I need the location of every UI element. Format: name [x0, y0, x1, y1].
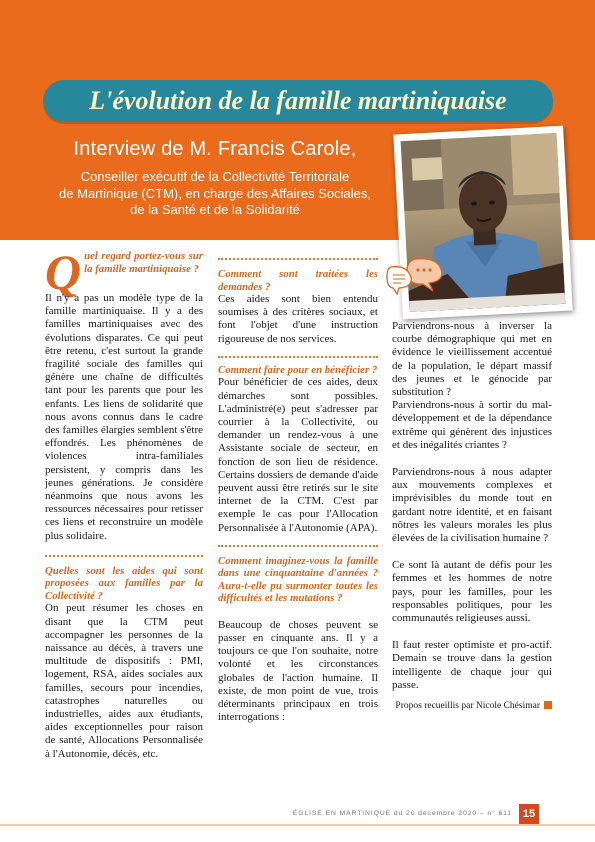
paragraph: Parviendrons-nous à nous adapter aux mouvements complexes et imprévisibles du monde tout en gardant notre identité, et en faisant nôtres les valeurs morales les plus élevées de la civilisation humaine ?	[392, 466, 552, 545]
subtitle-line: Conseiller exécutif de la Collectivité Territoriale	[80, 169, 350, 184]
paragraph: Ce sont là autant de défis pour les femmes et les hommes de notre pays, pour les familles, pour les responsables politiques, pour les communautés religieuses aussi.	[392, 559, 552, 625]
question-text: uel regard portez-vous sur la famille martiniquaise ?	[84, 250, 203, 275]
subtitle-line: de la Santé et de la Solidarité	[130, 202, 300, 217]
article-column-2	[218, 258, 378, 724]
section-divider	[218, 356, 378, 358]
question-5: Comment imaginez-vous la famille dans une cinquantaine d'années ? Aura-t-elle pu surmonter toutes les difficultés et les mutations ?	[218, 554, 378, 605]
article-column-3	[392, 320, 552, 713]
question-2: Quelles sont les aides qui sont proposées aux familles par la Collectivité ?	[45, 564, 203, 602]
section-divider	[45, 555, 203, 557]
question-3: Comment sont traitées les demandes ?	[218, 268, 378, 293]
end-mark-icon	[544, 701, 552, 709]
answer-1: Il n'y a pas un modèle type de la famille martiniquaise. Il y a des familles martiniquaises avec des évolutions disparates. Ce qui peut être retenu, c'est surtout la grande fragilité sociale des familles qui génère une chaîne de difficultés tant pour les parents que pour les enfants. Les liens de solidarité que nous avons connus dans le cadre des familles élargies semblent s'être effondrés. Les phénomènes de violences intra-familiales persistent, y compris dans les jeunes générations. Je considère néanmoins que nous avons les ressources nécessaires pour retisser ces liens et reconstruire un modèle plus solidaire.	[45, 292, 203, 542]
answer-2: On peut résumer les choses en disant que la CTM peut accompagner les personnes de la naissance au décès, à travers une multitude de dispositifs : PMI, logement, RSA, aides sociales aux familles, secours pour incendies, catastrophes naturelles ou industrielles, aides aux étudiants, aides exceptionnelles pour raison de santé, Allocations Personnalisée à l'Autonomie, décès, etc.	[45, 602, 203, 760]
paragraph: Parviendrons-nous à inverser la courbe démographique qui met en évidence le vieillissement accentué de la population, le départ massif des jeunes et le génocide par substitution ?	[392, 320, 552, 399]
answer-5: Beaucoup de choses peuvent se passer en cinquante ans. Il y a toujours ce que l'on souhaite, notre volonté et les circonstances globales de l'action humaine. Il existe, de mon point de vue, trois déterminants principaux en trois interrogations :	[218, 618, 378, 724]
question-1	[45, 244, 203, 300]
answer-4: Pour bénéficier de ces aides, deux démarches sont possibles. L'administré(e) peut s'adresser par courrier à la Collectivité, ou demander un rendez-vous à une Assistante sociale de secteur, en fonction de son lieu de résidence. Certains dossiers de demande d'aide peuvent aussi être retirés sur le site internet de la CTM. C'est par exemple le cas pour l'Allocation Personnalisée à l'Autonomie (APA).	[218, 376, 378, 534]
question-4: Comment faire pour en bénéficier ?	[218, 363, 378, 376]
subtitle-line: de Martinique (CTM), en charge des Affaires Sociales,	[59, 185, 371, 201]
title-banner	[43, 80, 553, 122]
article-column-1	[45, 244, 203, 761]
page-number: 15	[519, 804, 539, 824]
drop-cap: Q	[45, 244, 82, 300]
section-divider	[218, 258, 378, 260]
credit-text: Propos recueillis par Nicole Chésimar	[395, 701, 540, 712]
author-credit	[392, 700, 552, 713]
footer-rule	[0, 824, 595, 826]
answer-3: Ces aides sont bien entendu soumises à des critères sociaux, et font l'objet d'une instruction rigoureuse de nos services.	[218, 293, 378, 345]
speech-bubble-icon	[385, 255, 455, 295]
paragraph: Parviendrons-nous à sortir du mal-développement et de la dépendance extrême qui génèrent des injustices et des inégalités criantes ?	[392, 399, 552, 451]
footer-publication: ÉGLISE EN MARTINIQUE du 20 décembre 2020 – n° 611	[292, 810, 512, 817]
interviewee-role	[0, 169, 430, 219]
interview-heading: Interview de M. Francis Carole,	[73, 138, 357, 160]
paragraph: Il faut rester optimiste et pro-actif. Demain se trouve dans la gestion intelligente de chaque jour qui passe.	[392, 639, 552, 691]
section-divider	[218, 545, 378, 547]
page-title: L'évolution de la famille martiniquaise	[89, 86, 507, 115]
